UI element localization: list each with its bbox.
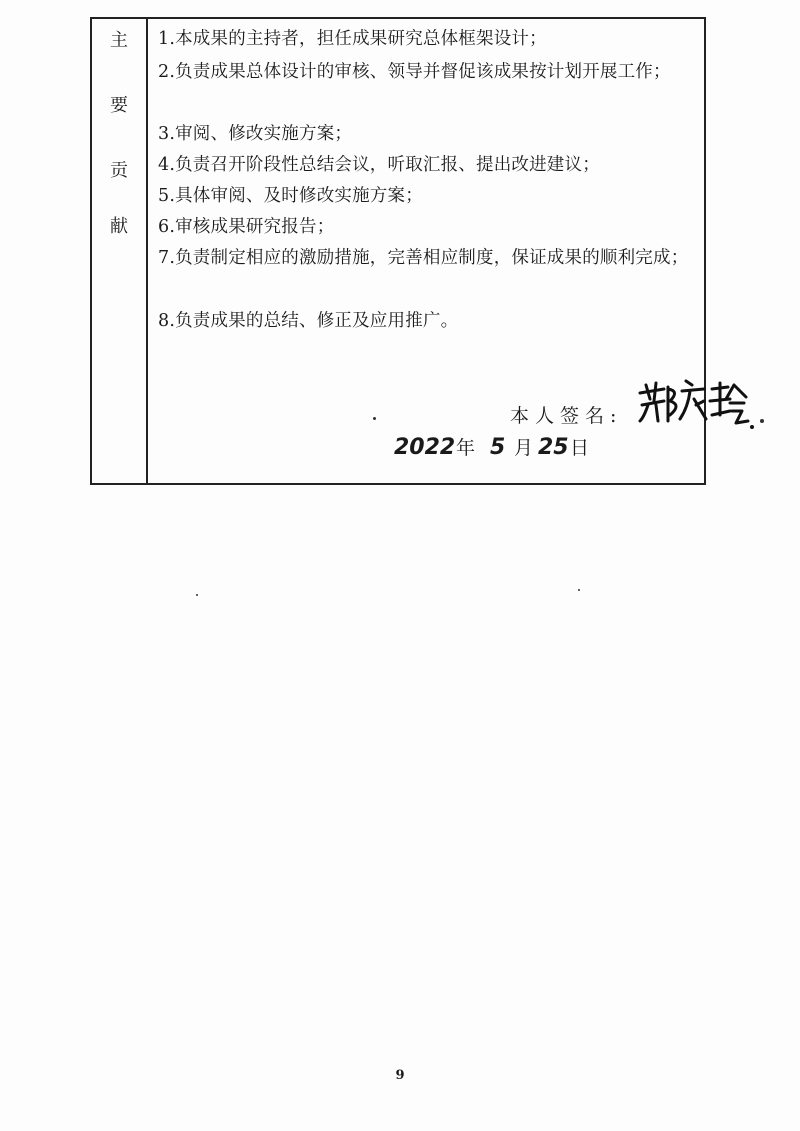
handwritten-signature (634, 371, 754, 441)
date-day: 25 (538, 435, 569, 460)
date-month: 5 (490, 435, 506, 460)
page-number: 9 (395, 1068, 405, 1083)
label-column (92, 19, 148, 483)
contribution-content (150, 19, 704, 483)
scan-speck (760, 419, 764, 423)
contribution-item: 7.负责制定相应的激励措施，完善相应制度，保证成果的顺利完成； (158, 248, 689, 268)
contribution-item: 4.负责召开阶段性总结会议，听取汇报、提出改进建议； (158, 155, 600, 175)
contribution-item: 5.具体审阅、及时修改实施方案； (158, 186, 423, 206)
label-char: 献 (110, 216, 128, 237)
date-month-unit: 月 (514, 437, 534, 459)
contribution-item: 3.审阅、修改实施方案； (158, 124, 353, 144)
scan-speck (578, 589, 580, 591)
signing-date (394, 431, 614, 471)
date-day-unit: 日 (570, 437, 590, 459)
label-char: 主 (110, 30, 128, 51)
scan-speck (196, 594, 198, 596)
label-char: 要 (110, 95, 128, 116)
contribution-item: 8.负责成果的总结、修正及应用推广。 (158, 311, 459, 331)
contribution-item: 2.负责成果总体设计的审核、领导并督促该成果按计划开展工作； (158, 62, 671, 82)
contribution-item: 6.审核成果研究报告； (158, 217, 335, 237)
contribution-item: 1.本成果的主持者，担任成果研究总体框架设计； (158, 29, 547, 49)
contribution-table (90, 17, 706, 485)
date-year: 2022 (394, 435, 456, 460)
date-year-unit: 年 (456, 437, 476, 459)
scan-speck (373, 417, 376, 420)
signature-label: 本人签名: (510, 405, 623, 427)
label-char: 贡 (110, 160, 128, 181)
